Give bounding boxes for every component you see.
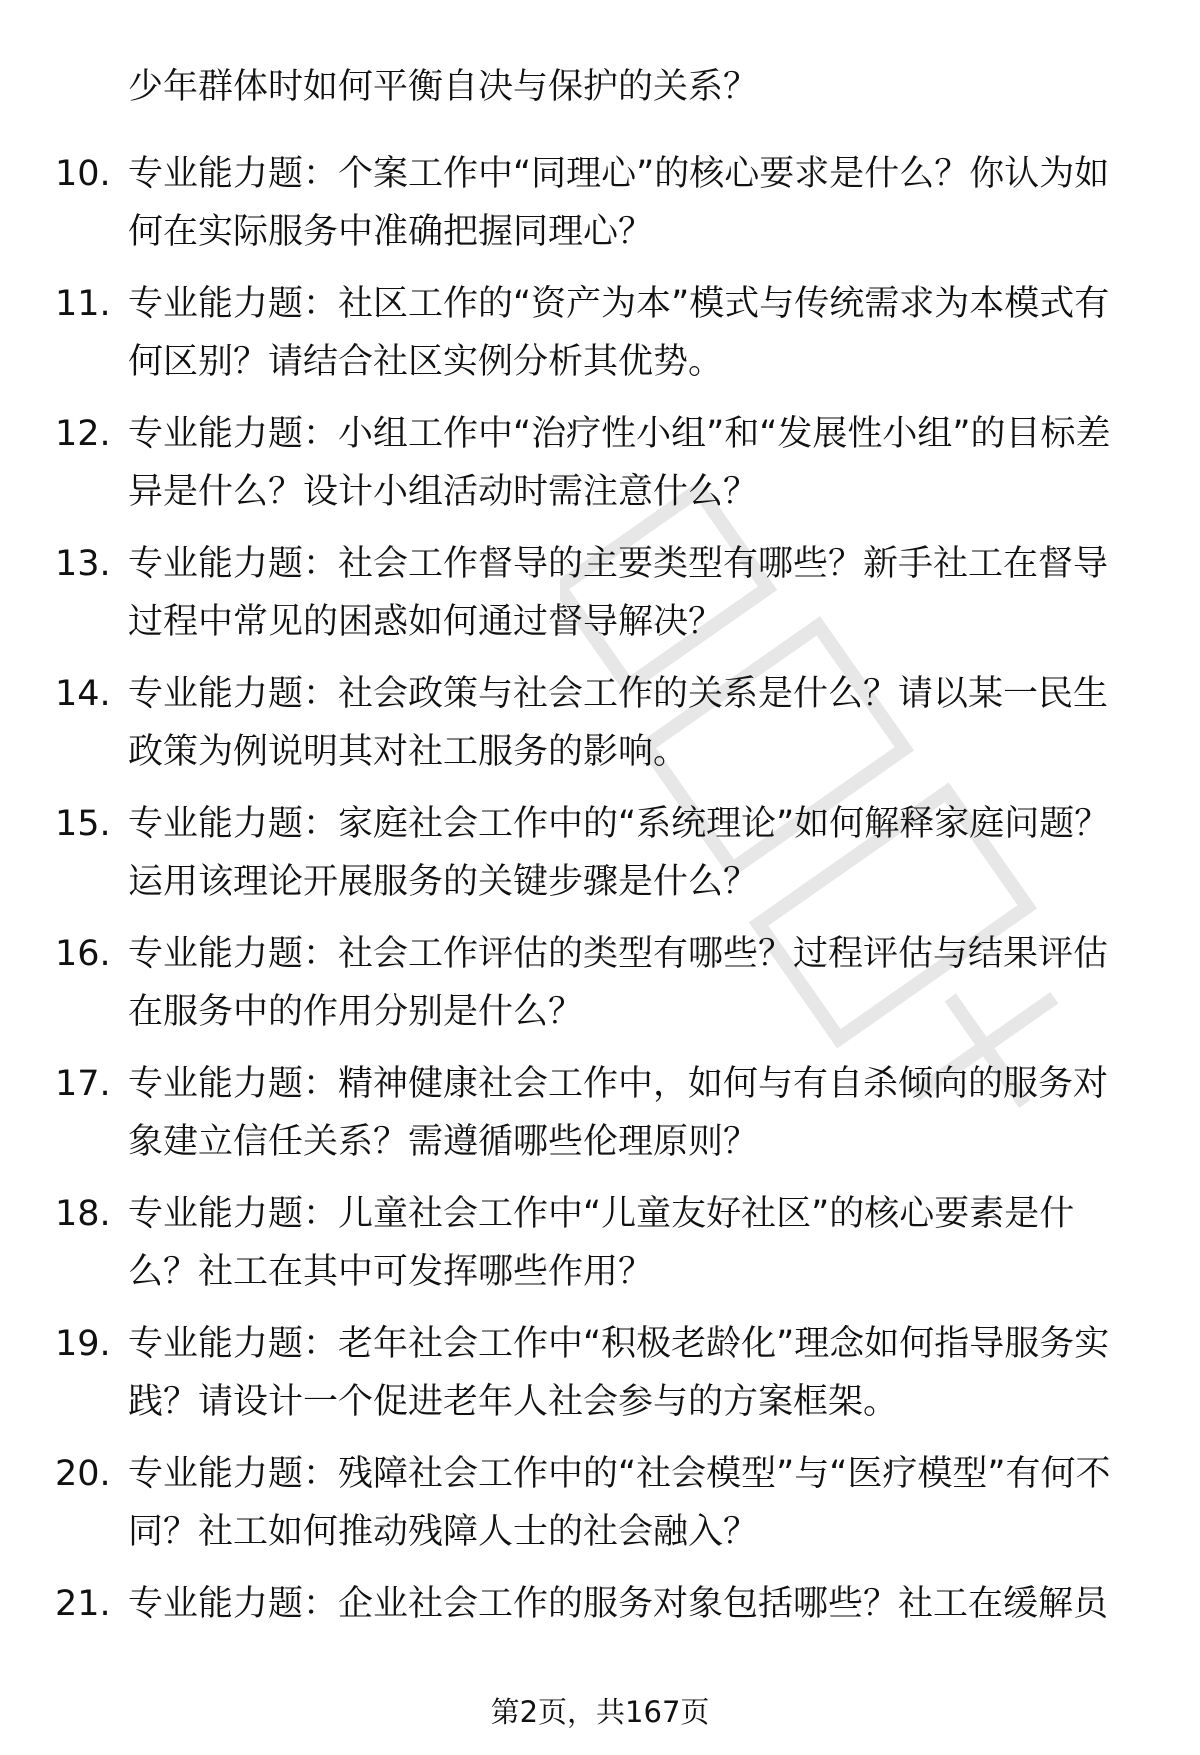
question-item [0, 1315, 1200, 1445]
question-item [0, 795, 1200, 925]
question-text: 专业能力题：社会工作评估的类型有哪些？过程评估与结果评估在服务中的作用分别是什么？ [128, 934, 1109, 1032]
question-item [0, 1445, 1200, 1575]
question-number: 10. [55, 154, 111, 194]
question-number: 16. [55, 934, 111, 974]
question-item [0, 275, 1200, 405]
question-text: 专业能力题：家庭社会工作中的“系统理论”如何解释家庭问题？运用该理论开展服务的关键步骤是什么？ [128, 804, 1110, 902]
question-text: 专业能力题：精神健康社会工作中，如何与有自杀倾向的服务对象建立信任关系？需遵循哪些伦理原则？ [128, 1064, 1109, 1162]
question-item [0, 145, 1200, 275]
question-text: 专业能力题：儿童社会工作中“儿童友好社区”的核心要素是什么？社工在其中可发挥哪些作用？ [128, 1194, 1075, 1292]
question-item [0, 1185, 1200, 1315]
question-item [0, 665, 1200, 795]
question-list [0, 145, 1200, 1705]
question-item [0, 535, 1200, 665]
question-text: 专业能力题：小组工作中“治疗性小组”和“发展性小组”的目标差异是什么？设计小组活动时需注意什么？ [128, 414, 1111, 512]
question-text: 专业能力题：企业社会工作的服务对象包括哪些？社工在缓解员 [128, 1584, 1109, 1624]
question-text: 专业能力题：老年社会工作中“积极老龄化”理念如何指导服务实践？请设计一个促进老年人社会参与的方案框架。 [128, 1324, 1110, 1422]
continuation-text: 少年群体时如何平衡自决与保护的关系？ [128, 67, 759, 107]
question-text: 专业能力题：社会工作督导的主要类型有哪些？新手社工在督导过程中常见的困惑如何通过督导解决？ [128, 544, 1109, 642]
question-number: 18. [55, 1194, 111, 1234]
question-number: 17. [55, 1064, 111, 1104]
question-text: 专业能力题：社会政策与社会工作的关系是什么？请以某一民生政策为例说明其对社工服务的影响。 [128, 674, 1109, 772]
page-footer: 第2页，共167页 [490, 1695, 710, 1729]
question-text: 专业能力题：社区工作的“资产为本”模式与传统需求为本模式有何区别？请结合社区实例分析其优势。 [128, 284, 1110, 382]
question-text: 专业能力题：个案工作中“同理心”的核心要求是什么？你认为如何在实际服务中准确把握同理心？ [128, 154, 1110, 252]
question-number: 11. [55, 284, 111, 324]
question-item [0, 925, 1200, 1055]
question-number: 13. [55, 544, 111, 584]
question-number: 14. [55, 674, 111, 714]
question-item [0, 1575, 1200, 1705]
question-number: 20. [55, 1454, 111, 1494]
question-item [0, 405, 1200, 535]
question-text: 专业能力题：残障社会工作中的“社会模型”与“医疗模型”有何不同？社工如何推动残障人士的社会融入？ [128, 1454, 1111, 1552]
question-item [0, 1055, 1200, 1185]
question-number: 19. [55, 1324, 111, 1364]
question-number: 21. [55, 1584, 111, 1624]
question-number: 12. [55, 414, 111, 454]
question-number: 15. [55, 804, 111, 844]
